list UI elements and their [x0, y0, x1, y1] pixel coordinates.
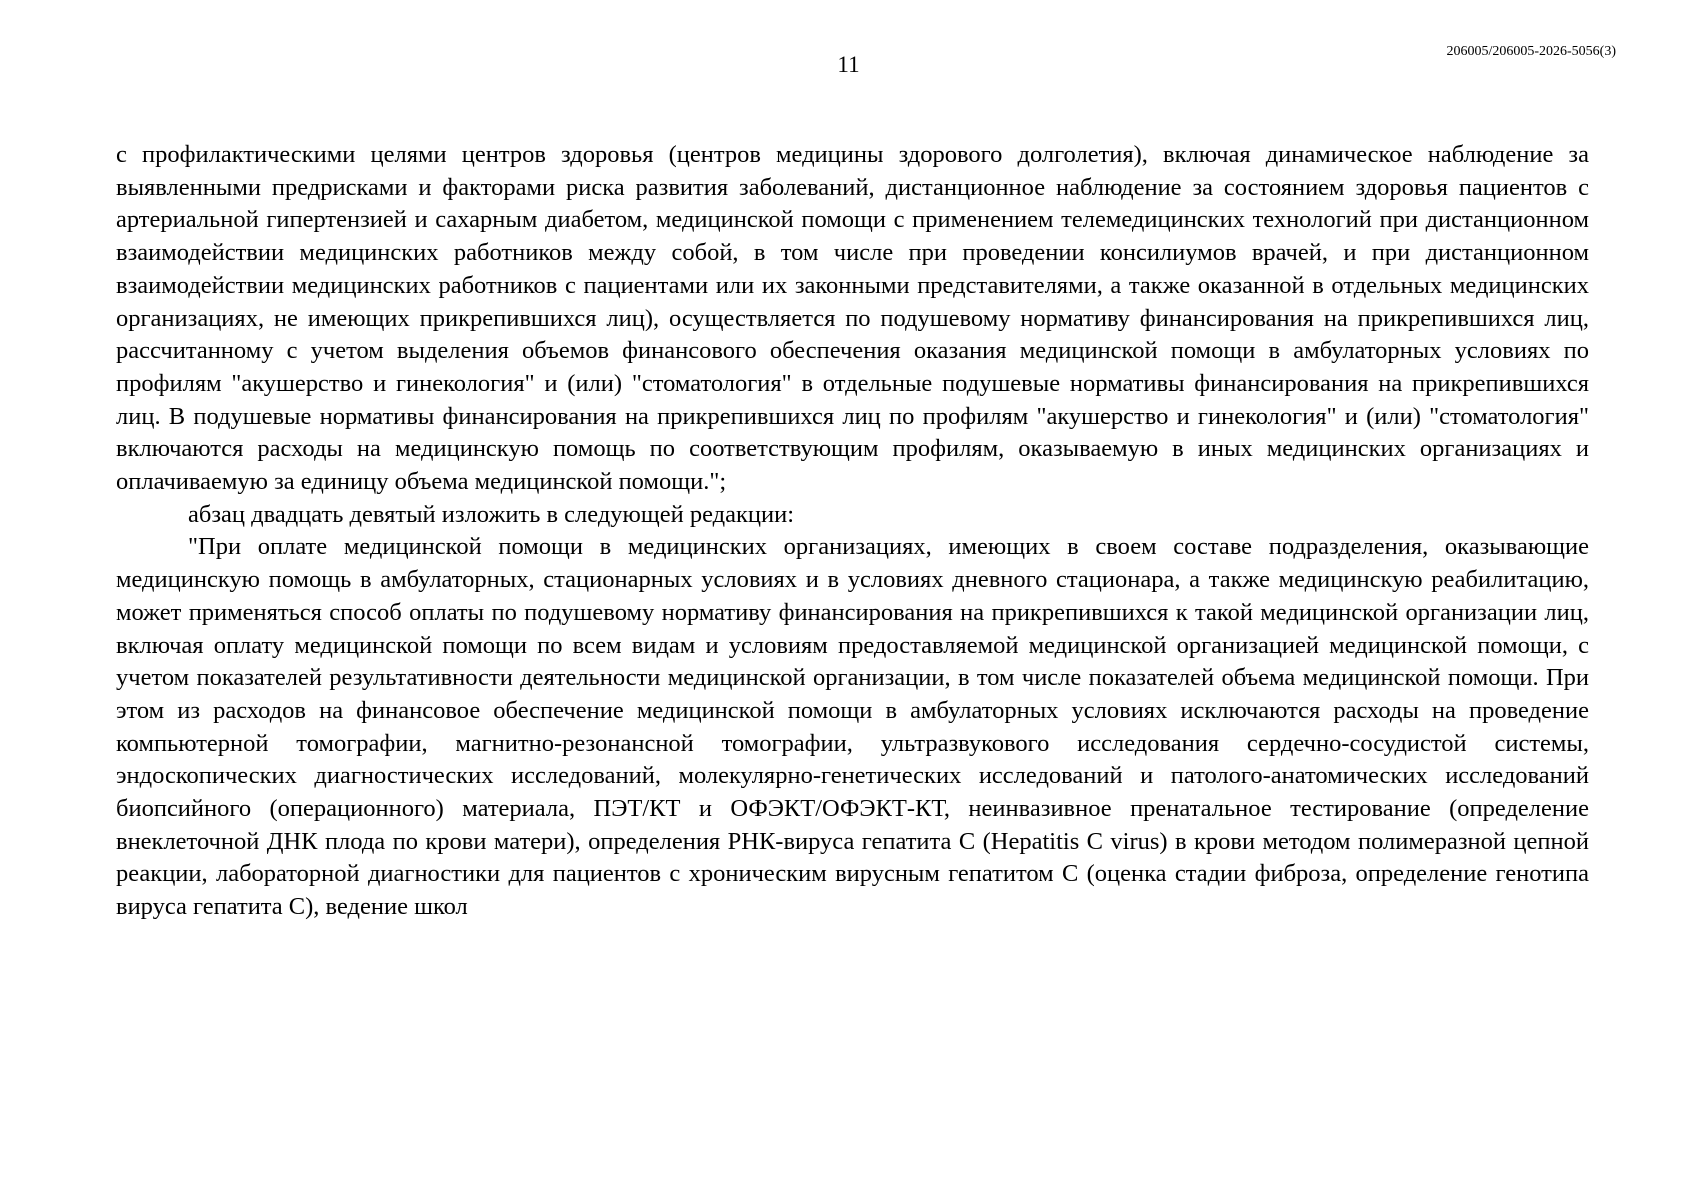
paragraph-amendment-instruction: абзац двадцать девятый изложить в следующей редакции:	[188, 500, 795, 528]
document-id: 206005/206005-2026-5056(3)	[1446, 44, 1616, 59]
document-body	[116, 139, 1589, 924]
page-number: 11	[837, 52, 860, 77]
paragraph-amendment-text: "При оплате медицинской помощи в медицинских организациях, имеющих в своем составе подразделения, оказывающие медицинскую помощь в амбулаторных, стационарных условиях и в условиях дневного стационара, а также медицинскую реабилитацию, может применяться способ оплаты по подушевому нормативу финансирования на прикрепившихся к такой медицинской организации лиц, включая оплату медицинской помощи по всем видам и условиям предоставляемой медицинской организацией медицинской помощи, с учетом показателей результативности деятельности медицинской организации, в том числе показателей объема медицинской помощи. При этом из расходов на финансовое обеспечение медицинской помощи в амбулаторных условиях исключаются расходы на проведение компьютерной томографии, магнитно-резонансной томографии, ультразвукового исследования сердечно-сосудистой системы, эндоскопических диагностических исследований, молекулярно-генетических исследований и патолого-анатомических исследований биопсийного (операционного) материала, ПЭТ/КТ и ОФЭКТ/ОФЭКТ-КТ, неинвазивное пренатальное тестирование (определение внеклеточной ДНК плода по крови матери), определения РНК-вируса гепатита C (Hepatitis C virus) в крови методом полимеразной цепной реакции, лабораторной диагностики для пациентов с хроническим вирусным гепатитом C (оценка стадии фиброза, определение генотипа вируса гепатита C), ведение школ	[116, 533, 1589, 921]
paragraph-continuation: с профилактическими целями центров здоровья (центров медицины здорового долголетия), включая динамическое наблюдение за выявленными предрисками и факторами риска развития заболеваний, дистанционное наблюдение за состоянием здоровья пациентов с артериальной гипертензией и сахарным диабетом, медицинской помощи с применением телемедицинских технологий при дистанционном взаимодействии медицинских работников между собой, в том числе при проведении консилиумов врачей, и при дистанционном взаимодействии медицинских работников с пациентами или их законными представителями, а также оказанной в отдельных медицинских организациях, не имеющих прикрепившихся лиц), осуществляется по подушевому нормативу финансирования на прикрепившихся лиц, рассчитанному с учетом выделения объемов финансового обеспечения оказания медицинской помощи в амбулаторных условиях по профилям "акушерство и гинекология" и (или) "стоматология" в отдельные подушевые нормативы финансирования на прикрепившихся лиц. В подушевые нормативы финансирования на прикрепившихся лиц по профилям "акушерство и гинекология" и (или) "стоматология" включаются расходы на медицинскую помощь по соответствующим профилям, оказываемую в иных медицинских организациях и оплачиваемую за единицу объема медицинской помощи.";	[116, 141, 1589, 496]
